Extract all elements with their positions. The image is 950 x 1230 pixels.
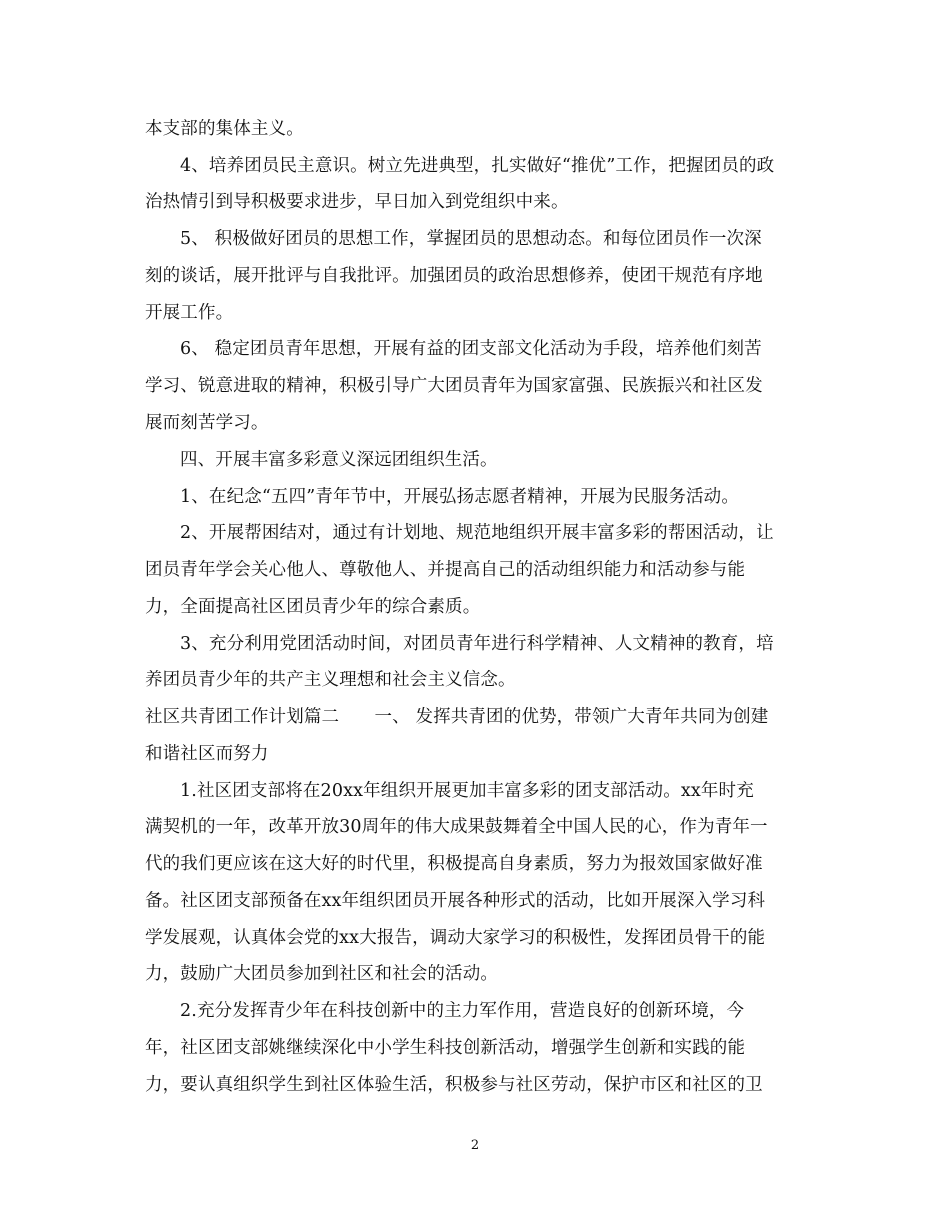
text-line: 力，要认真组织学生到社区体验生活，积极参与社区劳动，保护市区和社区的卫: [145, 1075, 763, 1095]
text-line: 5、 积极做好团员的思想工作，掌握团员的思想动态。和每位团员作一次深: [180, 229, 762, 249]
text-line: 团员青年学会关心他人、尊敬他人、并提高自己的活动组织能力和活动参与能: [145, 560, 746, 580]
text-line: 1、在纪念“五四”青年节中，开展弘扬志愿者精神，开展为民服务活动。: [180, 487, 739, 507]
text-line: 展而刻苦学习。: [145, 413, 269, 433]
text-line: 2、开展帮困结对，通过有计划地、规范地组织开展丰富多彩的帮困活动，让: [180, 523, 774, 543]
text-line: 备。社区团支部预备在xx年组织团员开展各种形式的活动，比如开展深入学习科: [145, 891, 766, 911]
text-line: 3、充分利用党团活动时间，对团员青年进行科学精神、人文精神的教育，培: [180, 634, 774, 654]
text-line: 学习、锐意进取的精神，积极引导广大团员青年为国家富强、民族振兴和社区发: [145, 376, 763, 396]
text-line: 学发展观，认真体会党的xx大报告，调动大家学习的积极性，发挥团员骨干的能: [145, 928, 766, 948]
text-line: 2.充分发挥青少年在科技创新中的主力军作用，营造良好的创新环境，今: [180, 1001, 745, 1021]
text-line: 力，鼓励广大团员参加到社区和社会的活动。: [145, 964, 498, 984]
text-line: 代的我们更应该在这大好的时代里，积极提高自身素质，努力为报效国家做好准: [145, 854, 763, 874]
text-line: 本支部的集体主义。: [145, 119, 304, 139]
text-line: 满契机的一年，改革开放30周年的伟大成果鼓舞着全中国人民的心，作为青年一: [145, 817, 768, 837]
section-heading: 四、开展丰富多彩意义深远团组织生活。: [180, 450, 498, 470]
text-line: 1.社区团支部将在20xx年组织开展更加丰富多彩的团支部活动。xx年时充: [180, 781, 754, 801]
text-line: 4、培养团员民主意识。树立先进典型，扎实做好“推优”工作，把握团员的政: [180, 156, 775, 176]
text-line: 治热情引到导积极要求进步，早日加入到党组织中来。: [145, 192, 569, 212]
page-number: 2: [470, 1138, 480, 1153]
text-line: 和谐社区而努力: [145, 744, 269, 764]
text-line: 刻的谈话，展开批评与自我批评。加强团员的政治思想修养，使团干规范有序地: [145, 266, 763, 286]
section-heading: 社区共青团工作计划篇二 一、 发挥共青团的优势，带领广大青年共同为创建: [145, 707, 769, 727]
text-line: 养团员青少年的共产主义理想和社会主义信念。: [145, 670, 516, 690]
text-line: 6、 稳定团员青年思想，开展有益的团支部文化活动为手段，培养他们刻苦: [180, 339, 762, 359]
text-line: 年，社区团支部姚继续深化中小学生科技创新活动，增强学生创新和实践的能: [145, 1038, 746, 1058]
text-line: 开展工作。: [145, 303, 234, 323]
text-line: 力，全面提高社区团员青少年的综合素质。: [145, 597, 481, 617]
